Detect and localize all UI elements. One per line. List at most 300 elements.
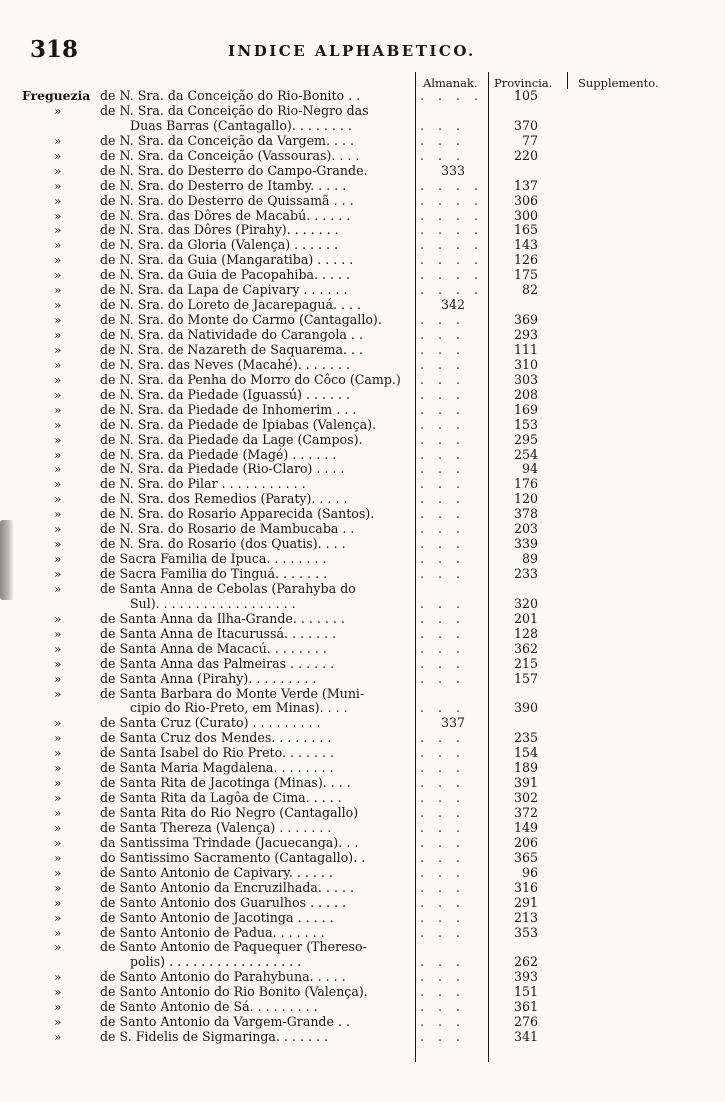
leader-dots: . . . xyxy=(420,148,466,163)
provincia-page: 393 xyxy=(513,969,538,985)
provincia-page: 353 xyxy=(513,924,538,940)
ditto-mark: » xyxy=(54,731,62,746)
entry-text: de Santa Rita de Jacotinga (Minas). . . . xyxy=(100,776,351,791)
ditto-mark: » xyxy=(54,432,62,447)
index-row xyxy=(0,746,725,761)
provincia-page: 89 xyxy=(521,551,538,567)
index-row xyxy=(0,253,725,268)
almanak-page: 342 xyxy=(440,297,466,313)
page-title: INDICE ALPHABETICO. xyxy=(228,42,476,60)
index-row xyxy=(0,940,725,955)
index-row xyxy=(0,791,725,806)
leader-dots: . . . xyxy=(420,133,466,148)
entry-text: de N. Sra. do Loreto de Jacarepaguá. . . . xyxy=(100,298,361,313)
provincia-page: 128 xyxy=(513,625,538,641)
ditto-mark: » xyxy=(54,253,62,268)
ditto-mark: » xyxy=(54,716,62,731)
entry-text: de N. Sra. da Piedade (Iguassú) . . . . . . xyxy=(100,387,351,402)
leader-dots: . . . xyxy=(420,447,466,462)
entry-text: de Santo Antonio de Capivary. . . . . . xyxy=(100,865,333,880)
entry-text: de Sacra Familia do Tinguá. . . . . . . xyxy=(100,567,328,581)
index-row xyxy=(0,238,725,253)
provincia-page: 262 xyxy=(513,954,538,970)
entry-text: de N. Sra. dos Remedios (Paraty). . . . . xyxy=(100,492,348,507)
ditto-mark: » xyxy=(54,567,62,581)
leader-dots: . . . xyxy=(420,492,466,507)
ditto-mark: » xyxy=(54,776,62,791)
leader-dots: . . . xyxy=(420,731,466,746)
index-row xyxy=(0,985,725,1000)
leader-dots: . . . . xyxy=(420,89,484,103)
index-row xyxy=(0,612,725,627)
provincia-page: 153 xyxy=(513,416,538,432)
index-row xyxy=(0,179,725,194)
index-rows xyxy=(0,89,725,1045)
entry-text: de Santa Cruz dos Mendes. . . . . . . . xyxy=(100,731,332,746)
ditto-mark: » xyxy=(54,477,62,492)
index-row xyxy=(0,552,725,567)
ditto-mark: » xyxy=(54,940,62,955)
index-row xyxy=(0,403,725,418)
provincia-page: 206 xyxy=(513,834,538,850)
index-row xyxy=(0,687,725,702)
page-number: 318 xyxy=(30,36,79,63)
provincia-page: 233 xyxy=(513,566,538,581)
ditto-mark: » xyxy=(54,357,62,372)
provincia-page: 300 xyxy=(513,207,538,223)
leader-dots: . . . xyxy=(420,850,466,865)
entry-text: de N. Sra. da Gloria (Valença) . . . . . . xyxy=(100,238,339,253)
entry-text: de Santo Antonio do Rio Bonito (Valença). xyxy=(100,985,368,1000)
ditto-mark: » xyxy=(54,611,62,626)
leader-dots: . . . xyxy=(420,402,466,417)
leader-dots: . . . xyxy=(420,955,466,970)
index-row xyxy=(0,672,725,687)
index-row xyxy=(0,851,725,866)
provincia-page: 176 xyxy=(513,476,538,492)
provincia-page: 201 xyxy=(513,610,538,626)
leader-dots: . . . xyxy=(420,462,466,477)
leader-dots: . . . xyxy=(420,611,466,626)
ditto-mark: » xyxy=(54,671,62,686)
provincia-page: 208 xyxy=(513,386,538,402)
leader-dots: . . . xyxy=(420,477,466,492)
entry-text: de S. Fidelis de Sigmaringa. . . . . . . xyxy=(100,1030,328,1045)
provincia-page: 302 xyxy=(513,790,538,806)
leader-dots: . . . xyxy=(420,537,466,552)
ditto-mark: » xyxy=(54,746,62,761)
leader-dots: . . . xyxy=(420,596,466,611)
index-row xyxy=(0,477,725,492)
index-row xyxy=(0,164,725,179)
ditto-mark: » xyxy=(54,193,62,208)
ditto-mark: » xyxy=(54,1015,62,1030)
entry-text: de N. Sra. das Dôres (Pirahy). . . . . . . xyxy=(100,223,339,238)
provincia-page: 220 xyxy=(513,147,538,163)
leader-dots: . . . xyxy=(420,656,466,671)
provincia-page: 175 xyxy=(513,267,538,283)
provincia-page: 143 xyxy=(513,237,538,253)
leader-dots: . . . xyxy=(420,507,466,522)
ditto-mark: » xyxy=(54,268,62,283)
provincia-page: 372 xyxy=(513,805,538,820)
entry-text: de Santo Antonio da Vargem-Grande . . xyxy=(100,1015,350,1030)
provincia-page: 316 xyxy=(513,879,538,895)
entry-text: Duas Barras (Cantagallo). . . . . . . . xyxy=(130,118,352,133)
ditto-mark: » xyxy=(54,298,62,313)
entry-text: cipio do Rio-Preto, em Minas). . . . xyxy=(130,701,348,716)
entry-text: de N. Sra. da Conceição (Vassouras). . . . xyxy=(100,148,360,163)
provincia-page: 82 xyxy=(521,282,538,298)
index-row xyxy=(0,970,725,985)
ditto-mark: » xyxy=(54,1030,62,1045)
column-header-almanak: Almanak. xyxy=(423,76,478,90)
provincia-page: 341 xyxy=(513,1029,538,1045)
ditto-mark: » xyxy=(54,492,62,507)
index-row xyxy=(0,926,725,941)
index-row xyxy=(0,522,725,537)
ditto-mark: » xyxy=(54,447,62,462)
entry-text: de N. Sra. da Natividade do Carangola . . xyxy=(100,328,363,342)
index-row xyxy=(0,866,725,881)
ditto-mark: » xyxy=(54,537,62,552)
ditto-mark: » xyxy=(54,238,62,253)
leader-dots: . . . xyxy=(420,567,466,581)
leader-dots: . . . xyxy=(420,1015,466,1030)
leader-dots: . . . xyxy=(420,806,466,820)
provincia-page: 94 xyxy=(521,461,538,477)
ditto-mark: » xyxy=(54,402,62,417)
ditto-mark: » xyxy=(54,880,62,895)
entry-text: de Santa Anna de Macacú. . . . . . . . xyxy=(100,641,327,656)
ditto-mark: » xyxy=(54,626,62,641)
provincia-page: 276 xyxy=(513,1014,538,1030)
provincia-page: 362 xyxy=(513,640,538,656)
provincia-page: 339 xyxy=(513,536,538,552)
index-row xyxy=(0,731,725,746)
index-row xyxy=(0,627,725,642)
leader-dots: . . . xyxy=(420,701,466,716)
entry-text: de N. Sra. da Piedade da Lage (Campos). xyxy=(100,432,363,447)
provincia-page: 369 xyxy=(513,312,538,328)
index-row xyxy=(0,223,725,238)
row-lead-label: Freguezia xyxy=(22,88,91,103)
index-row xyxy=(0,836,725,851)
ditto-mark: » xyxy=(54,581,62,596)
ditto-mark: » xyxy=(54,641,62,656)
entry-text: de Santo Antonio de Sá. . . . . . . . . xyxy=(100,1000,318,1015)
entry-text: de Santa Anna de Itacurussá. . . . . . . xyxy=(100,626,336,641)
index-row xyxy=(0,567,725,582)
entry-text: de Santo Antonio dos Guarulhos . . . . . xyxy=(100,895,347,910)
index-row xyxy=(0,582,725,597)
leader-dots: . . . . xyxy=(420,238,484,253)
provincia-page: 111 xyxy=(513,341,538,357)
ditto-mark: » xyxy=(54,522,62,537)
ditto-mark: » xyxy=(54,970,62,985)
provincia-page: 370 xyxy=(513,117,538,133)
leader-dots: . . . xyxy=(420,925,466,940)
index-row xyxy=(0,209,725,224)
entry-text: de N. Sra. do Monte do Carmo (Cantagallo). xyxy=(100,313,382,328)
entry-text: de N. Sra. da Penha do Morro do Côco (Camp.) xyxy=(100,372,401,387)
leader-dots: . . . xyxy=(420,417,466,432)
provincia-page: 137 xyxy=(513,177,538,193)
leader-dots: . . . . xyxy=(420,268,484,283)
ditto-mark: » xyxy=(54,103,62,118)
index-row xyxy=(0,507,725,522)
provincia-page: 306 xyxy=(513,192,538,208)
leader-dots: . . . . xyxy=(420,253,484,268)
entry-text: de Santa Maria Magdalena. . . . . . . . xyxy=(100,761,334,776)
entry-text: de N. Sra. da Piedade (Magé) . . . . . . xyxy=(100,447,337,462)
provincia-page: 303 xyxy=(513,371,538,387)
index-row xyxy=(0,911,725,926)
provincia-page: 293 xyxy=(513,327,538,342)
leader-dots: . . . xyxy=(420,910,466,925)
entry-text: de N. Sra. da Conceição da Vargem. . . . xyxy=(100,133,355,148)
leader-dots: . . . . xyxy=(420,283,484,298)
provincia-page: 361 xyxy=(513,999,538,1015)
index-row xyxy=(0,328,725,343)
ditto-mark: » xyxy=(54,835,62,850)
index-row xyxy=(0,119,725,134)
provincia-page: 390 xyxy=(513,700,538,716)
leader-dots: . . . xyxy=(420,761,466,776)
provincia-page: 149 xyxy=(513,819,538,835)
almanak-page: 333 xyxy=(440,162,466,178)
leader-dots: . . . . xyxy=(420,223,484,238)
index-row xyxy=(0,1030,725,1045)
index-row xyxy=(0,806,725,821)
index-row xyxy=(0,89,725,104)
provincia-page: 151 xyxy=(513,984,538,1000)
entry-text: de Sacra Familia de Ipuca. . . . . . . . xyxy=(100,552,327,567)
index-row xyxy=(0,537,725,552)
entry-text: de N. Sra. do Desterro de Itamby. . . . . xyxy=(100,178,347,193)
entry-text: de Santa Thereza (Valença) . . . . . . . xyxy=(100,820,332,835)
leader-dots: . . . xyxy=(420,791,466,806)
ditto-mark: » xyxy=(54,328,62,342)
index-row xyxy=(0,268,725,283)
ditto-mark: » xyxy=(54,820,62,835)
leader-dots: . . . xyxy=(420,342,466,357)
index-row xyxy=(0,881,725,896)
provincia-page: 391 xyxy=(513,775,538,791)
index-row xyxy=(0,283,725,298)
entry-text: de Santa Isabel do Rio Preto. . . . . . . xyxy=(100,746,334,761)
leader-dots: . . . xyxy=(420,895,466,910)
ditto-mark: » xyxy=(54,163,62,178)
index-row xyxy=(0,1000,725,1015)
leader-dots: . . . xyxy=(420,746,466,761)
entry-text: de N. Sra. da Conceição do Rio-Negro das xyxy=(100,103,369,118)
entry-text: do Santissimo Sacramento (Cantagallo). . xyxy=(100,850,366,865)
index-row xyxy=(0,433,725,448)
ditto-mark: » xyxy=(54,283,62,298)
index-row xyxy=(0,418,725,433)
entry-text: de N. Sra. do Pilar . . . . . . . . . . . xyxy=(100,477,306,492)
entry-text: de N. Sra. da Piedade (Rio-Claro) . . . . xyxy=(100,462,345,477)
index-row xyxy=(0,343,725,358)
ditto-mark: » xyxy=(54,761,62,776)
leader-dots: . . . xyxy=(420,432,466,447)
ditto-mark: » xyxy=(54,791,62,806)
provincia-page: 310 xyxy=(513,356,538,372)
entry-text: de N. Sra. da Piedade de Ipiabas (Valença). xyxy=(100,417,377,432)
ditto-mark: » xyxy=(54,133,62,148)
entry-text: de Santa Rita da Lagôa de Cima. . . . . xyxy=(100,791,342,806)
ditto-mark: » xyxy=(54,507,62,522)
index-row xyxy=(0,492,725,507)
index-row xyxy=(0,194,725,209)
entry-text: de Santa Anna das Palmeiras . . . . . . xyxy=(100,656,335,671)
index-row xyxy=(0,298,725,313)
entry-text: de N. Sra. da Guia de Pacopahiba. . . . . xyxy=(100,268,351,283)
index-row xyxy=(0,657,725,672)
provincia-page: 169 xyxy=(513,401,538,417)
entry-text: de Santo Antonio de Padua. . . . . . . xyxy=(100,925,325,940)
leader-dots: . . . xyxy=(420,313,466,328)
leader-dots: . . . xyxy=(420,820,466,835)
ditto-mark: » xyxy=(54,387,62,402)
entry-text: de Santa Barbara do Monte Verde (Muni- xyxy=(100,686,365,701)
leader-dots: . . . . xyxy=(420,178,484,193)
provincia-page: 120 xyxy=(513,491,538,507)
leader-dots: . . . . xyxy=(420,193,484,208)
index-row xyxy=(0,388,725,403)
entry-text: de N. Sra. do Rosario (dos Quatis). . . . xyxy=(100,537,346,552)
leader-dots: . . . xyxy=(420,865,466,880)
column-header-provincia: Provincia. xyxy=(494,76,553,90)
ditto-mark: » xyxy=(54,806,62,820)
index-row xyxy=(0,896,725,911)
leader-dots: . . . xyxy=(420,387,466,402)
provincia-page: 77 xyxy=(521,132,538,148)
entry-text: de N. Sra. da Piedade de Inhomerim . . . xyxy=(100,402,357,417)
leader-dots: . . . xyxy=(420,970,466,985)
entry-text: de N. Sra. das Dôres de Macabú. . . . . . xyxy=(100,208,351,223)
column-header-supplemento: Supplemento. xyxy=(578,76,659,90)
ditto-mark: » xyxy=(54,552,62,567)
entry-text: de N. Sra. de Nazareth de Saquarema. . . xyxy=(100,342,364,357)
entry-text: de Santo Antonio da Encruzilhada. . . . . xyxy=(100,880,354,895)
entry-text: da Santissima Trindade (Jacuecanga). . . xyxy=(100,835,359,850)
index-row xyxy=(0,134,725,149)
ditto-mark: » xyxy=(54,223,62,238)
index-row xyxy=(0,955,725,970)
index-row xyxy=(0,149,725,164)
entry-text: de N. Sra. do Desterro do Campo-Grande. xyxy=(100,163,368,178)
ditto-mark: » xyxy=(54,313,62,328)
entry-text: de Santa Rita do Rio Negro (Cantagallo) xyxy=(100,806,359,820)
index-row xyxy=(0,761,725,776)
index-row xyxy=(0,776,725,791)
almanak-page: 337 xyxy=(440,715,466,731)
index-row xyxy=(0,448,725,463)
leader-dots: . . . xyxy=(420,776,466,791)
ditto-mark: » xyxy=(54,208,62,223)
provincia-page: 189 xyxy=(513,760,538,776)
index-row xyxy=(0,716,725,731)
index-row xyxy=(0,1015,725,1030)
index-row xyxy=(0,462,725,477)
entry-text: de Santo Antonio do Parahybuna. . . . . xyxy=(100,970,346,985)
leader-dots: . . . xyxy=(420,522,466,537)
leader-dots: . . . xyxy=(420,328,466,342)
entry-text: de Santa Anna (Pirahy). . . . . . . . . xyxy=(100,671,317,686)
leader-dots: . . . xyxy=(420,357,466,372)
ditto-mark: » xyxy=(54,372,62,387)
provincia-page: 378 xyxy=(513,506,538,522)
provincia-page: 165 xyxy=(513,222,538,238)
provincia-page: 291 xyxy=(513,894,538,910)
leader-dots: . . . xyxy=(420,1030,466,1045)
ditto-mark: » xyxy=(54,895,62,910)
entry-text: de N. Sra. do Rosario Apparecida (Santos). xyxy=(100,507,375,522)
ditto-mark: » xyxy=(54,462,62,477)
index-row xyxy=(0,701,725,716)
entry-text: de N. Sra. da Guia (Mangaratiba) . . . . . xyxy=(100,253,354,268)
provincia-page: 320 xyxy=(513,595,538,611)
provincia-page: 203 xyxy=(513,521,538,537)
leader-dots: . . . xyxy=(420,671,466,686)
leader-dots: . . . xyxy=(420,552,466,567)
leader-dots: . . . . xyxy=(420,208,484,223)
index-row xyxy=(0,358,725,373)
index-row xyxy=(0,642,725,657)
ditto-mark: » xyxy=(54,865,62,880)
column-rule-right xyxy=(567,72,568,89)
provincia-page: 213 xyxy=(513,909,538,925)
ditto-mark: » xyxy=(54,910,62,925)
ditto-mark: » xyxy=(54,178,62,193)
entry-text: de Santa Anna da Ilha-Grande. . . . . . . xyxy=(100,611,345,626)
provincia-page: 235 xyxy=(513,730,538,746)
index-row xyxy=(0,313,725,328)
ditto-mark: » xyxy=(54,985,62,1000)
entry-text: Sul). . . . . . . . . . . . . . . . . . xyxy=(130,596,296,611)
entry-text: de N. Sra. do Rosario de Mambucaba . . xyxy=(100,522,355,537)
leader-dots: . . . xyxy=(420,835,466,850)
entry-text: de N. Sra. da Lapa de Capivary . . . . . . xyxy=(100,283,348,298)
entry-text: de N. Sra. da Conceição do Rio-Bonito . . xyxy=(100,89,361,103)
leader-dots: . . . xyxy=(420,372,466,387)
index-row xyxy=(0,597,725,612)
leader-dots: . . . xyxy=(420,626,466,641)
ditto-mark: » xyxy=(54,656,62,671)
entry-text: de N. Sra. do Desterro de Quissamã . . . xyxy=(100,193,354,208)
leader-dots: . . . xyxy=(420,118,466,133)
provincia-page: 105 xyxy=(513,88,538,103)
entry-text: polis) . . . . . . . . . . . . . . . . . xyxy=(130,955,302,970)
provincia-page: 365 xyxy=(513,849,538,865)
provincia-page: 215 xyxy=(513,655,538,671)
provincia-page: 295 xyxy=(513,431,538,447)
ditto-mark: » xyxy=(54,342,62,357)
provincia-page: 154 xyxy=(513,745,538,761)
provincia-page: 157 xyxy=(513,670,538,686)
ditto-mark: » xyxy=(54,148,62,163)
entry-text: de Santo Antonio de Jacotinga . . . . . xyxy=(100,910,334,925)
entry-text: de Santa Cruz (Curato) . . . . . . . . . xyxy=(100,716,321,731)
ditto-mark: » xyxy=(54,417,62,432)
leader-dots: . . . xyxy=(420,985,466,1000)
leader-dots: . . . xyxy=(420,641,466,656)
leader-dots: . . . xyxy=(420,1000,466,1015)
ditto-mark: » xyxy=(54,686,62,701)
index-row xyxy=(0,104,725,119)
